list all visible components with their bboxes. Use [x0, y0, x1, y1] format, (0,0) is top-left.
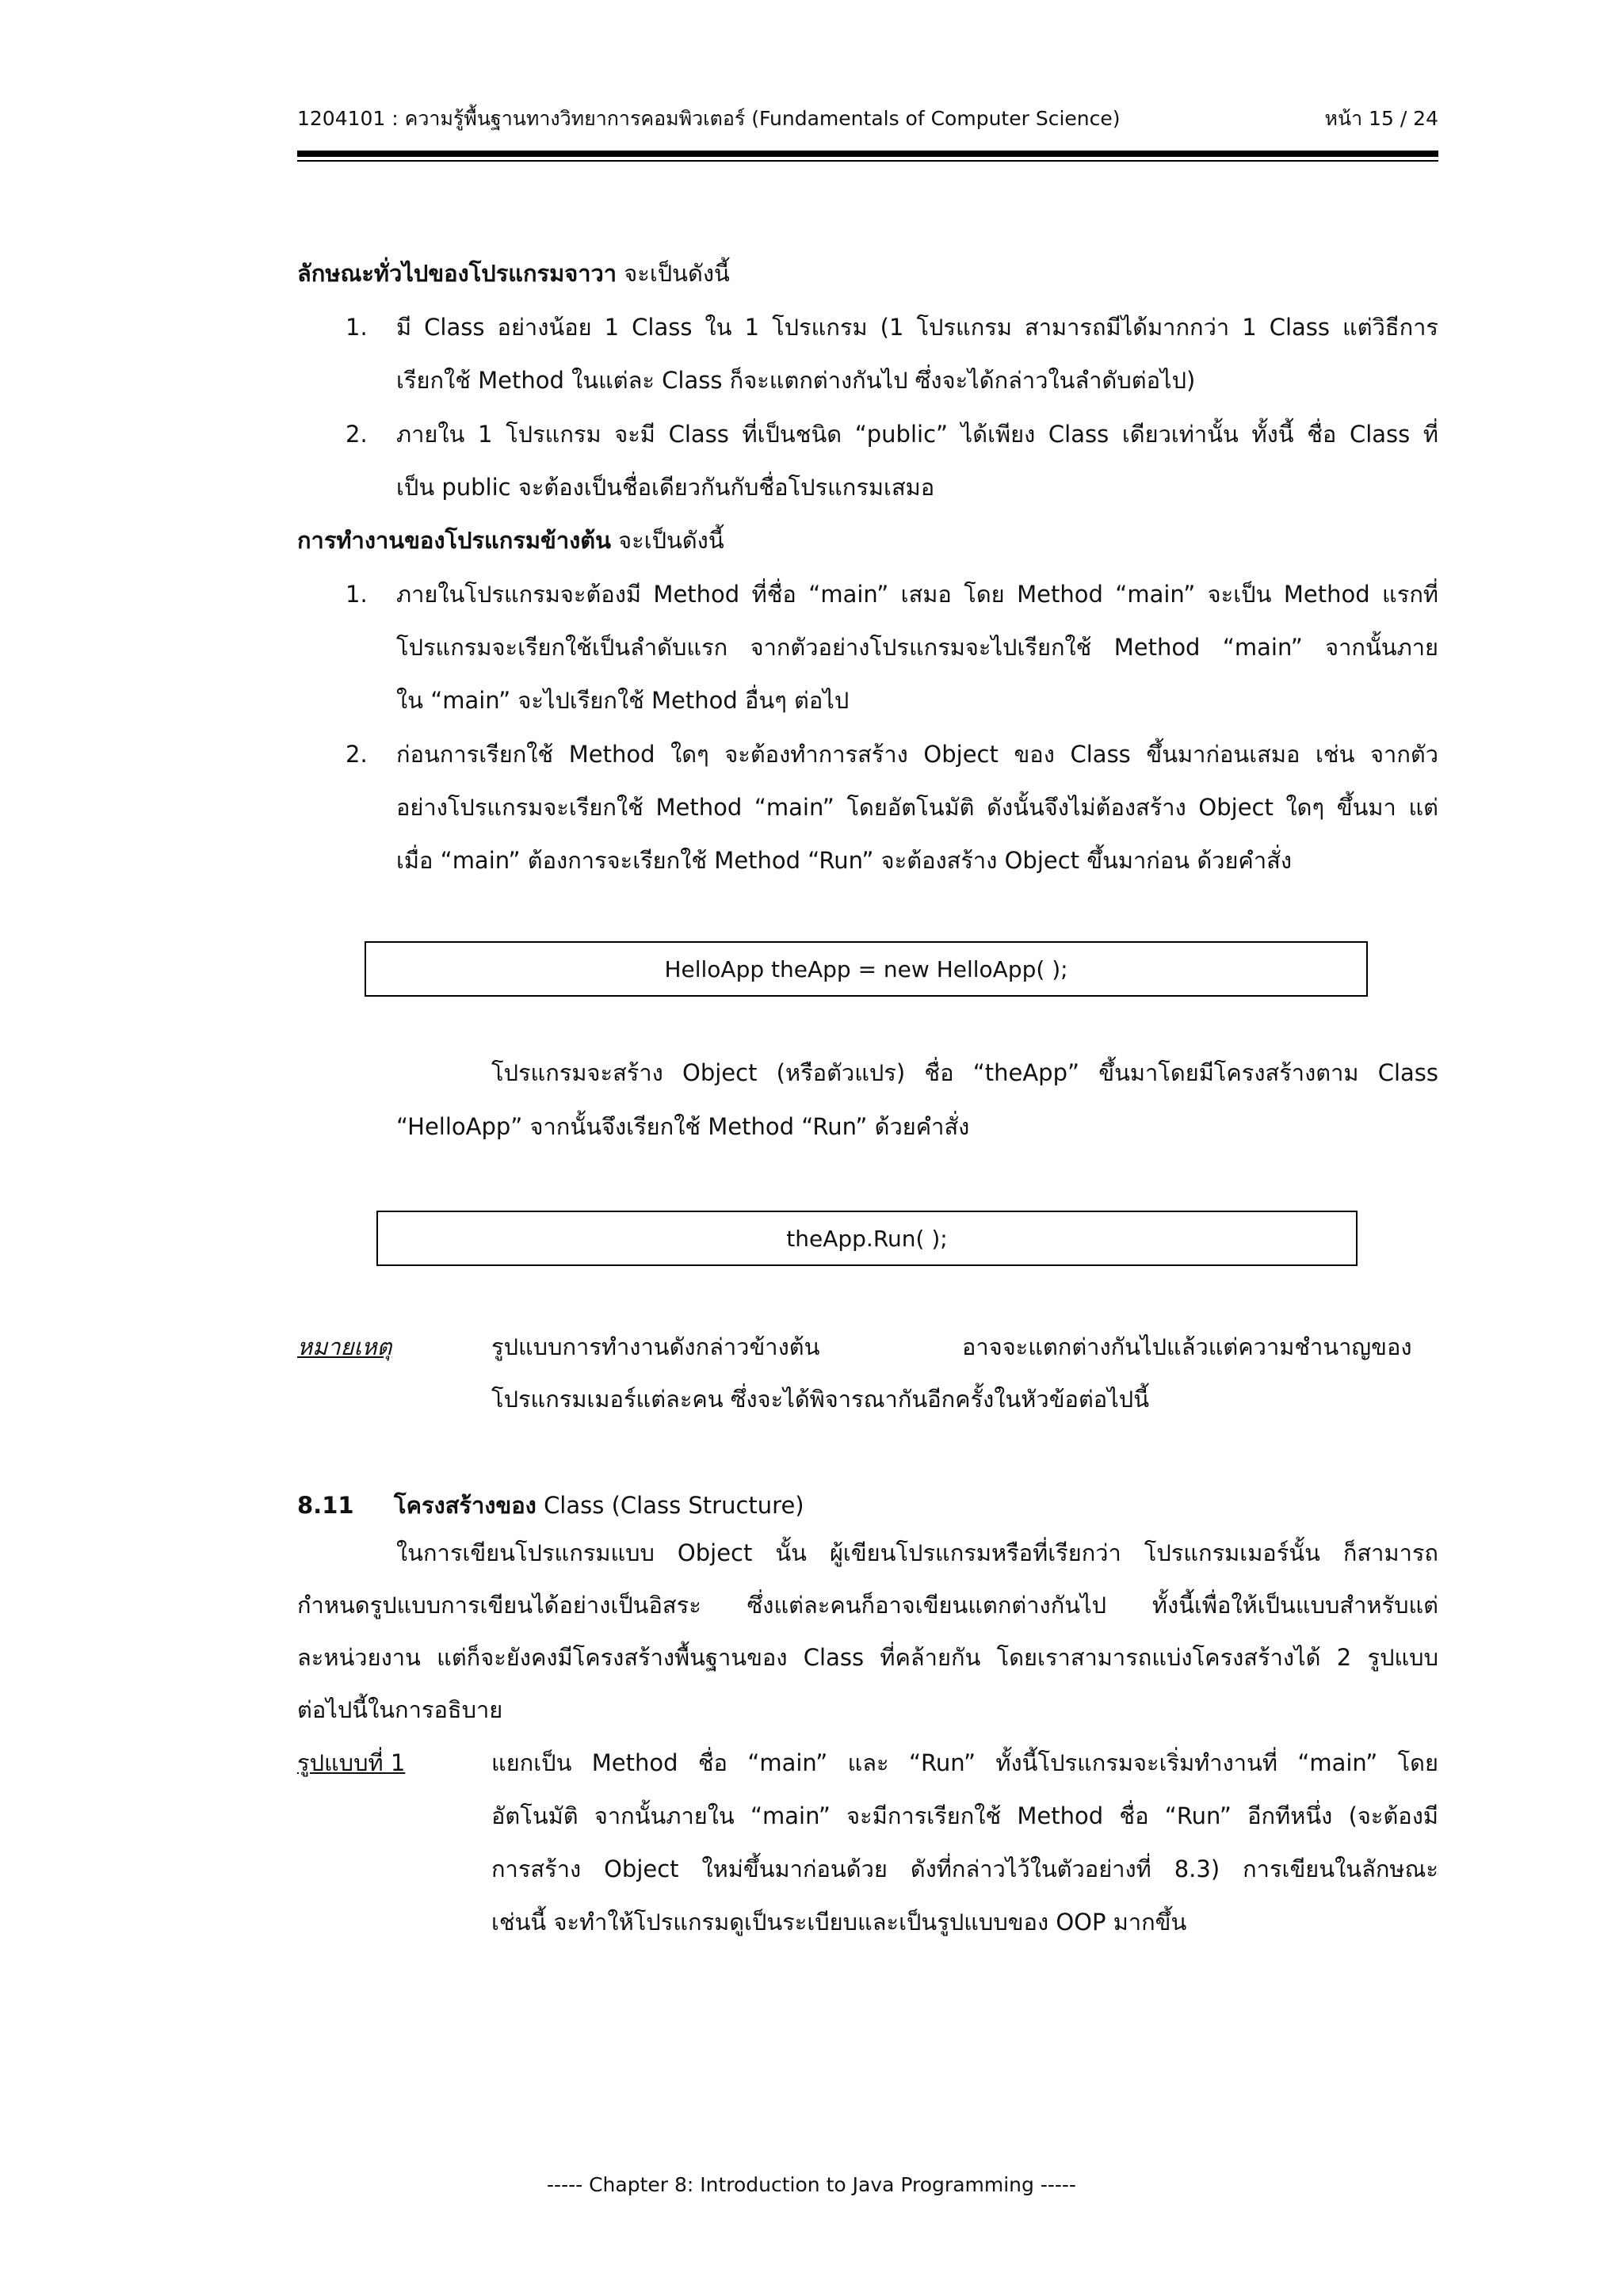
list-item-line: เป็น public จะต้องเป็นชื่อเดียวกันกับชื่อโปรแกรมเสมอ [396, 474, 935, 501]
header-course-title: 1204101 : ความรู้พื้นฐานทางวิทยาการคอมพิวเตอร์ (Fundamentals of Computer Science) [297, 107, 1121, 130]
list-item-number: 2. [346, 741, 368, 768]
list-item-number: 1. [346, 314, 368, 341]
heading-bold-text: การทำงานของโปรแกรมข้างต้น [297, 527, 611, 554]
header-page-number: หน้า 15 / 24 [1324, 107, 1438, 130]
list-item-line: มี Class อย่างน้อย 1 Class ใน 1 โปรแกรม (1 โปรแกรม สามารถมีได้มากกว่า 1 Class แต่วิธีการ [396, 314, 1438, 341]
section-title-rest: Class (Class Structure) [544, 1492, 804, 1519]
list-item-line: โปรแกรมจะเรียกใช้เป็นลำดับแรก จากตัวอย่างโปรแกรมจะไปเรียกใช้ Method “main” จากนั้นภาย [396, 634, 1438, 661]
section-number: 8.11 [297, 1492, 354, 1519]
form-description-line: อัตโนมัติ จากนั้นภายใน “main” จะมีการเรียกใช้ Method ชื่อ “Run” อีกทีหนึ่ง (จะต้องมี [491, 1802, 1438, 1829]
section-heading-program-operation [297, 524, 724, 556]
header-rule-thin [297, 160, 1438, 162]
list-item-line: เรียกใช้ Method ในแต่ละ Class ก็จะแตกต่างกันไป ซึ่งจะได้กล่าวในลำดับต่อไป) [396, 367, 1196, 394]
section-heading-java-features [297, 257, 730, 289]
note-label: หมายเหตุ [297, 1333, 392, 1360]
section-title-bold: โครงสร้างของ [394, 1492, 537, 1519]
form-label: รูปแบบที่ 1 [297, 1749, 406, 1776]
list-item-line: อย่างโปรแกรมจะเรียกใช้ Method “main” โดยอัตโนมัติ ดังนั้นจึงไม่ต้องสร้าง Object ใดๆ ขึ้นมา แต่ [396, 794, 1438, 821]
paragraph-line: ละหน่วยงาน แต่ก็จะยังคงมีโครงสร้างพื้นฐานของ Class ที่คล้ายกัน โดยเราสามารถแบ่งโครงสร้างได้ 2 รูปแบบ [297, 1644, 1438, 1671]
paragraph-line: กำหนดรูปแบบการเขียนได้อย่างเป็นอิสระ ซึ่งแต่ละคนก็อาจเขียนแตกต่างกันไป ทั้งนี้เพื่อให้เป็นแบบสำหรับแต่ [297, 1592, 1438, 1619]
list-item-line: ภายในโปรแกรมจะต้องมี Method ที่ชื่อ “main” เสมอ โดย Method “main” จะเป็น Method แรกที่ [396, 581, 1438, 608]
code-box-create-object [365, 941, 1368, 997]
paragraph-line: ในการเขียนโปรแกรมแบบ Object นั้น ผู้เขียนโปรแกรมหรือที่เรียกว่า โปรแกรมเมอร์นั้น ก็สามารถ [396, 1539, 1438, 1566]
paragraph-line: โปรแกรมจะสร้าง Object (หรือตัวแปร) ชื่อ “theApp” ขึ้นมาโดยมีโครงสร้างตาม Class [491, 1059, 1438, 1086]
page-footer: ----- Chapter 8: Introduction to Java Programming ----- [547, 2173, 1076, 2196]
code-box-run-method [376, 1211, 1358, 1266]
note-line-part-a: รูปแบบการทำงานดังกล่าวข้างต้น [491, 1333, 820, 1360]
header-rule-thick [297, 151, 1438, 157]
form-description-line: แยกเป็น Method ชื่อ “main” และ “Run” ทั้งนี้โปรแกรมจะเริ่มทำงานที่ “main” โดย [491, 1749, 1438, 1776]
heading-bold-text: ลักษณะทั่วไปของโปรแกรมจาวา [297, 260, 617, 287]
paragraph-line: ต่อไปนี้ในการอธิบาย [297, 1696, 503, 1723]
note-line: โปรแกรมเมอร์แต่ละคน ซึ่งจะได้พิจารณากันอีกครั้งในหัวข้อต่อไปนี้ [491, 1386, 1150, 1413]
heading-rest-text: จะเป็นดังนี้ [618, 527, 724, 554]
paragraph-line: “HelloApp” จากนั้นจึงเรียกใช้ Method “Run” ด้วยคำสั่ง [396, 1113, 970, 1140]
list-item-line: ใน “main” จะไปเรียกใช้ Method อื่นๆ ต่อไป [396, 687, 850, 714]
list-item-line: ภายใน 1 โปรแกรม จะมี Class ที่เป็นชนิด “public” ได้เพียง Class เดียวเท่านั้น ทั้งนี้ ชื่อ Class ที่ [396, 421, 1438, 448]
section-title [394, 1489, 804, 1521]
list-item-number: 1. [346, 581, 368, 608]
code-text: HelloApp theApp = new HelloApp( ); [664, 955, 1068, 982]
form-description-line: การสร้าง Object ใหม่ขึ้นมาก่อนด้วย ดังที่กล่าวไว้ในตัวอย่างที่ 8.3) การเขียนในลักษณะ [491, 1855, 1438, 1882]
list-item-line: ก่อนการเรียกใช้ Method ใดๆ จะต้องทำการสร้าง Object ของ Class ขึ้นมาก่อนเสมอ เช่น จากตัว [396, 741, 1438, 768]
form-description-line: เช่นนี้ จะทำให้โปรแกรมดูเป็นระเบียบและเป็นรูปแบบของ OOP มากขึ้น [491, 1909, 1187, 1936]
list-item-line: เมื่อ “main” ต้องการจะเรียกใช้ Method “Run” จะต้องสร้าง Object ขึ้นมาก่อน ด้วยคำสั่ง [396, 847, 1292, 874]
note-line-part-b: อาจจะแตกต่างกันไปแล้วแต่ความชำนาญของ [962, 1333, 1412, 1360]
code-text: theApp.Run( ); [786, 1225, 948, 1252]
heading-rest-text: จะเป็นดังนี้ [624, 260, 730, 287]
list-item-number: 2. [346, 421, 368, 448]
